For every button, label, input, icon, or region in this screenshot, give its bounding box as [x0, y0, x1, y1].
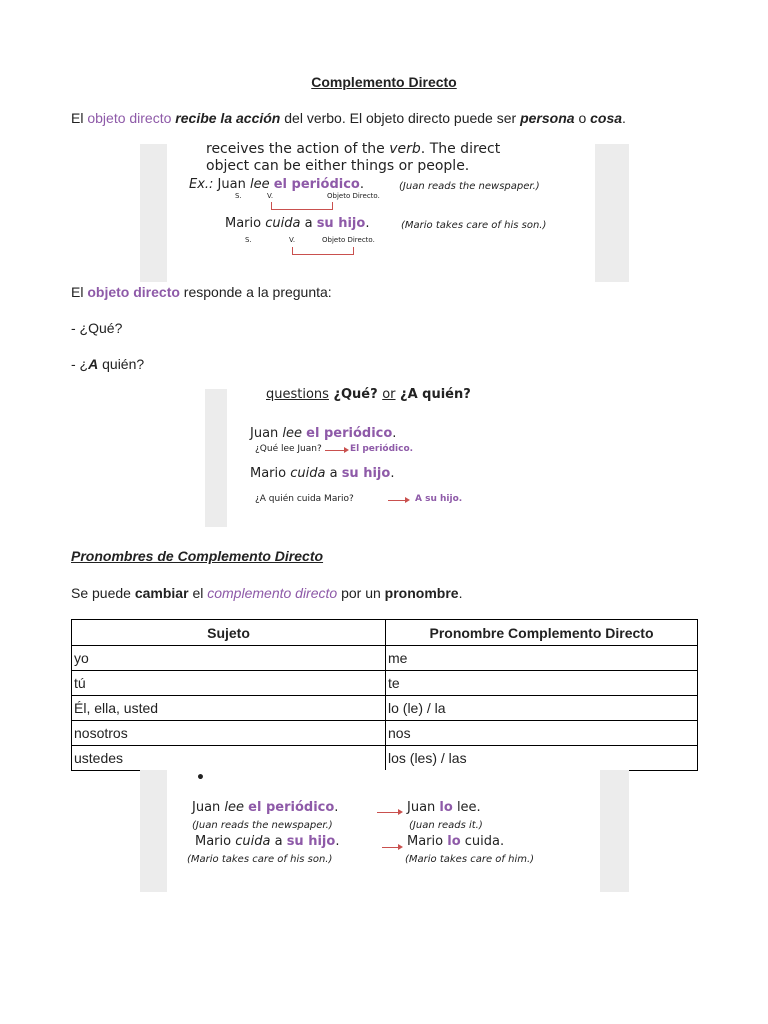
image2-question1: ¿Qué lee Juan? [255, 444, 322, 454]
table-cell: ustedes [72, 746, 386, 771]
column-header: Pronombre Complemento Directo [386, 620, 698, 646]
image3-translation1: (Juan reads the newspaper.) [192, 820, 333, 831]
bullet-icon: • [196, 770, 205, 786]
image3-row3-right: Mario lo cuida. [407, 834, 505, 849]
table-cell: los (les) / las [386, 746, 698, 771]
pronouns-table [71, 619, 698, 771]
image3-row1-left: Juan lee el periódico. [192, 800, 339, 815]
intro-text: . [622, 110, 626, 126]
image1-line1: receives the action of the verb. The direct [206, 141, 501, 157]
image1-label-s: S. [235, 192, 242, 200]
arrow-icon [388, 500, 406, 501]
image2-answer2: A su hijo. [415, 494, 463, 504]
table-row [72, 646, 698, 671]
image2-line3: Mario cuida a su hijo. [250, 466, 395, 481]
image2-heading: questions ¿Qué? or ¿A quién? [266, 387, 471, 402]
image2-answer1: El periódico. [350, 444, 414, 454]
image3-row1-right: Juan lo lee. [407, 800, 481, 815]
table-cell: nos [386, 721, 698, 746]
arrow-icon [382, 847, 399, 848]
table-cell: lo (le) / la [386, 696, 698, 721]
question-a-quien: - ¿A quién? [71, 356, 145, 372]
image3-translation3: (Mario takes care of his son.) [187, 854, 333, 865]
question-que: - ¿Qué? [71, 320, 123, 336]
table-cell: Él, ella, usted [72, 696, 386, 721]
intro-emphasis: recibe la acción [175, 110, 281, 126]
table-header-row [72, 620, 698, 646]
image1-label-s: S. [245, 236, 252, 244]
image2-line1: Juan lee el periódico. [250, 426, 397, 441]
image1-line2: object can be either things or people. [206, 158, 470, 174]
image1-example1: Ex.: Juan lee el periódico. [189, 177, 364, 192]
intro-text: El [71, 110, 84, 126]
table-cell: te [386, 671, 698, 696]
table-row [72, 746, 698, 771]
image1-translation1: (Juan reads the newspaper.) [399, 181, 540, 192]
table-row [72, 671, 698, 696]
intro-highlight: objeto directo [87, 110, 172, 126]
table-row [72, 721, 698, 746]
image1-example2: Mario cuida a su hijo. [225, 216, 370, 231]
image2-question2: ¿A quién cuida Mario? [255, 494, 354, 504]
image3-translation2: (Juan reads it.) [409, 820, 483, 831]
intro-text: del verbo. El objeto directo puede ser [284, 110, 517, 126]
image3-row3-left: Mario cuida a su hijo. [195, 834, 340, 849]
arrow-icon [325, 450, 345, 451]
image3-translation4: (Mario takes care of him.) [405, 854, 535, 865]
table-cell: tú [72, 671, 386, 696]
image1-translation2: (Mario takes care of his son.) [401, 220, 547, 231]
example-image-1 [140, 141, 629, 282]
responde-paragraph: El objeto directo responde a la pregunta: [71, 284, 332, 300]
table-cell: yo [72, 646, 386, 671]
table-row [72, 696, 698, 721]
example-image-2 [205, 389, 530, 527]
image1-bracket-2 [292, 247, 354, 255]
page-title: Complemento Directo [311, 74, 457, 90]
intro-paragraph [71, 110, 626, 126]
image1-label-od: Objeto Directo. [327, 192, 380, 200]
column-header: Sujeto [72, 620, 386, 646]
intro-emphasis: persona [520, 110, 575, 126]
table-cell: me [386, 646, 698, 671]
intro-text: o [578, 110, 587, 126]
cambiar-paragraph: Se puede cambiar el complemento directo por un pronombre. [71, 585, 463, 601]
intro-emphasis: cosa [590, 110, 623, 126]
image1-label-od: Objeto Directo. [322, 236, 375, 244]
responde-highlight: objeto directo [87, 284, 180, 300]
image1-label-v: V. [267, 192, 274, 200]
example-image-3 [140, 770, 629, 892]
image1-label-v: V. [289, 236, 296, 244]
section-title: Pronombres de Complemento Directo [71, 548, 324, 564]
table-cell: nosotros [72, 721, 386, 746]
arrow-icon [377, 812, 399, 813]
image1-bracket-1 [271, 202, 333, 210]
